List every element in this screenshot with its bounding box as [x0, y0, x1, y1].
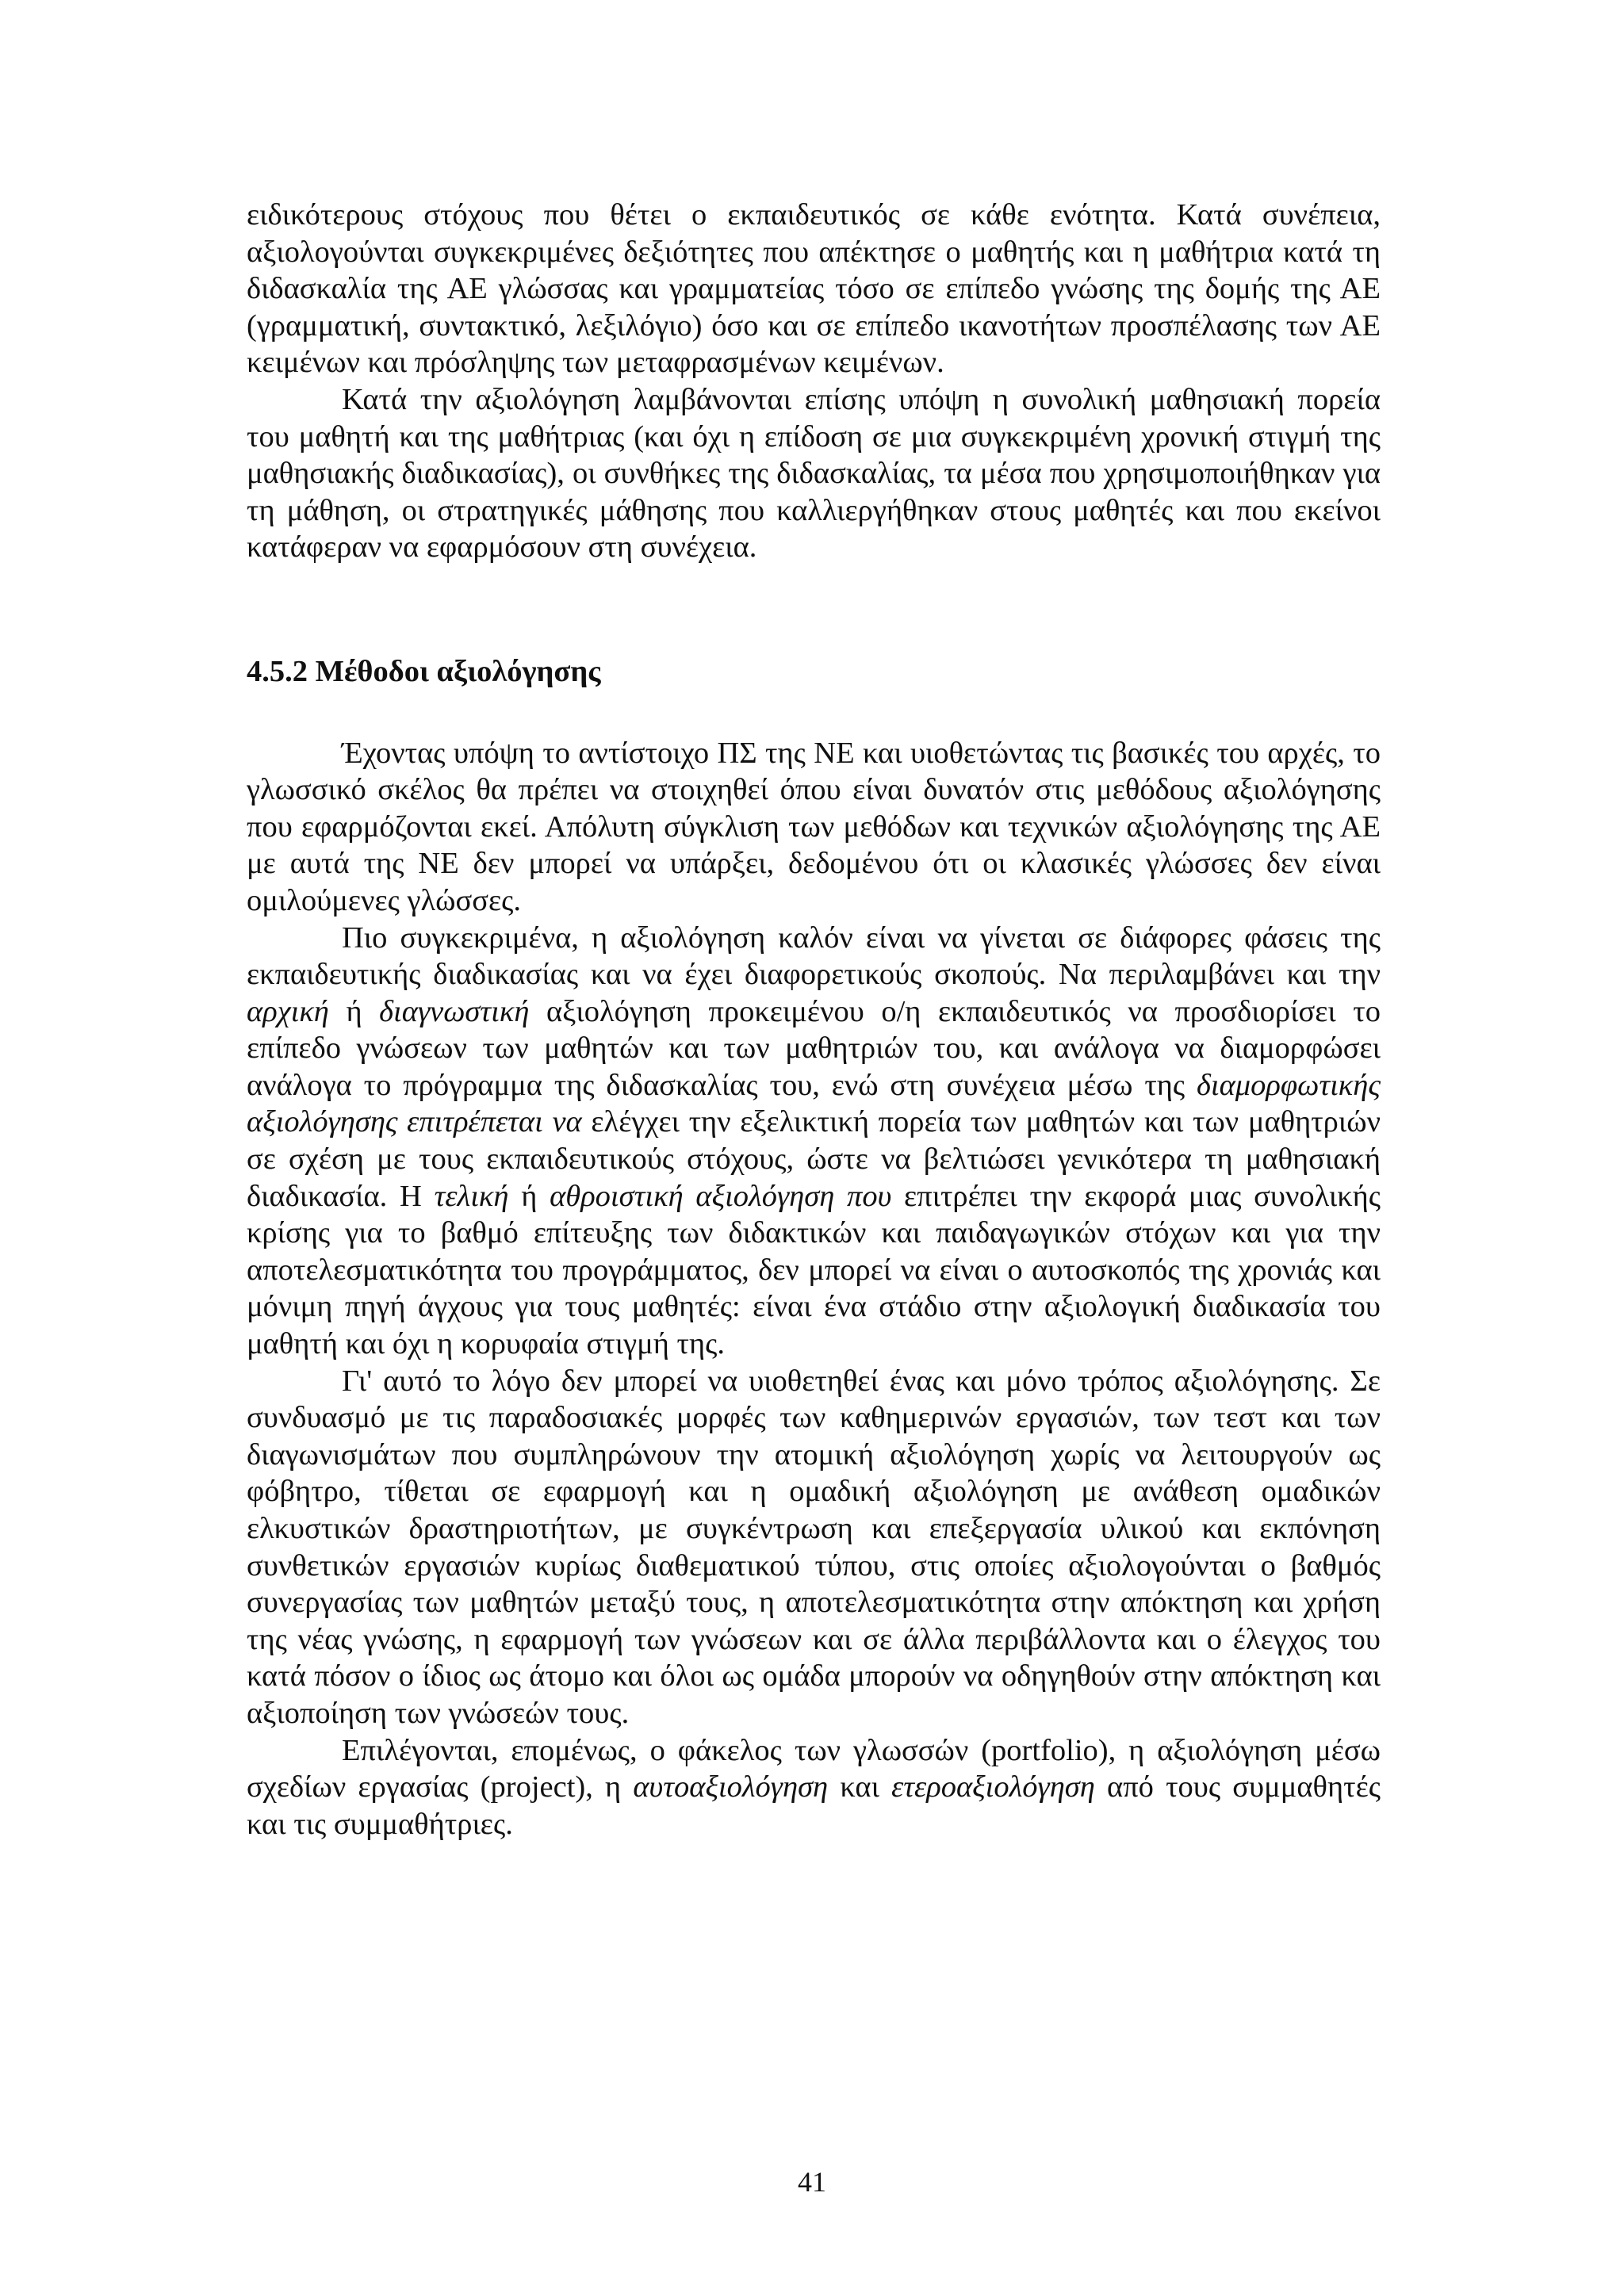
paragraph-p5	[247, 1363, 1381, 1732]
text-run: ελέγχει την εξελικτική πορεία των μαθητών και των μαθητριών σε σχέση με τους εκπαιδευτικούς στόχους, ώστε να βελτιώσει γενικότερα τη μαθησιακή διαδικασία. Η	[247, 1105, 1381, 1213]
italic-term: διαμορφωτικής αξιολόγησης επιτρέπεται να	[247, 1068, 1381, 1139]
text-run: από τους συμμαθητές και τις συμμαθήτριες.	[247, 1770, 1381, 1841]
text-run: και	[828, 1770, 892, 1804]
text-run: ή	[328, 994, 380, 1028]
text-run: Πιο συγκεκριμένα, η αξιολόγηση καλόν είναι να γίνεται σε διάφορες φάσεις της εκπαιδευτικής διαδικασίας και να έχει διαφορετικούς σκοπούς. Να περιλαμβάνει και την	[247, 920, 1381, 992]
text-run: ειδικότερους στόχους που θέτει ο εκπαιδευτικός σε κάθε ενότητα. Κατά συνέπεια, αξιολογούνται συγκεκριμένες δεξιότητες που απέκτησε ο μαθητής και η μαθήτρια κατά τη διδασκαλία της ΑΕ γλώσσας και γραμματείας τόσο σε επίπεδο γνώσης της δομής της ΑΕ (γραμματική, συντακτικό, λεξιλόγιο) όσο και σε επίπεδο ικανοτήτων προσπέλασης των ΑΕ κειμένων και πρόσληψης των μεταφρασμένων κειμένων.	[247, 198, 1381, 380]
document-page	[247, 197, 1381, 1843]
paragraph-p6	[247, 1732, 1381, 1843]
section-heading: 4.5.2 Μέθοδοι αξιολόγησης	[247, 654, 601, 688]
paragraph-p3	[247, 735, 1381, 920]
text-run: επιτρέπει την εκφορά μιας συνολικής κρίσης για το βαθμό επίτευξης των διδακτικών και παιδαγωγικών στόχων και για την αποτελεσματικότητα του προγράμματος, δεν μπορεί να είναι ο αυτοσκοπός της χρονιάς και μόνιμη πηγή άγχους για τους μαθητές: είναι ένα στάδιο στην αξιολογική διαδικασία του μαθητή και όχι η κορυφαία στιγμή της.	[247, 1179, 1381, 1361]
section-body	[247, 735, 1381, 1843]
text-run: Κατά την αξιολόγηση λαμβάνονται επίσης υπόψη η συνολική μαθησιακή πορεία του μαθητή και της μαθήτριας (και όχι η επίδοση σε μια συγκεκριμένη χρονική στιγμή της μαθησιακής διαδικασίας), οι συνθήκες της διδασκαλίας, τα μέσα που χρησιμοποιήθηκαν για τη μάθηση, οι στρατηγικές μάθησης που καλλιεργήθηκαν στους μαθητές και που εκείνοι κατάφεραν να εφαρμόσουν στη συνέχεια.	[247, 382, 1381, 564]
text-run: Έχοντας υπόψη το αντίστοιχο ΠΣ της ΝΕ και υιοθετώντας τις βασικές του αρχές, το γλωσσικό σκέλος θα πρέπει να στοιχηθεί όπου είναι δυνατόν στις μεθόδους αξιολόγησης που εφαρμόζονται εκεί. Απόλυτη σύγκλιση των μεθόδων και τεχνικών αξιολόγησης της ΑΕ με αυτά της ΝΕ δεν μπορεί να υπάρξει, δεδομένου ότι οι κλασικές γλώσσες δεν είναι ομιλούμενες γλώσσες.	[247, 736, 1381, 917]
italic-term: τελική	[434, 1179, 509, 1213]
paragraph-p1	[247, 197, 1381, 381]
text-run: ή	[508, 1179, 550, 1213]
italic-term: αθροιστική αξιολόγηση που	[550, 1179, 892, 1213]
page-number: 41	[798, 2166, 826, 2198]
italic-term: αυτοαξιολόγηση	[633, 1770, 829, 1804]
italic-term: αρχική	[247, 994, 329, 1028]
paragraph-p4	[247, 920, 1381, 1363]
italic-term: ετεροαξιολόγηση	[891, 1770, 1095, 1804]
paragraph-p2	[247, 381, 1381, 566]
text-run: αξιολόγηση προκειμένου ο/η εκπαιδευτικός να προσδιορίσει το επίπεδο γνώσεων των μαθητών και των μαθητριών του, και ανάλογα να διαμορφώσει ανάλογα το πρόγραμμα της διδασκαλίας του, ενώ στη συνέχεια μέσω της	[247, 994, 1381, 1102]
text-run: Γι' αυτό το λόγο δεν μπορεί να υιοθετηθεί ένας και μόνο τρόπος αξιολόγησης. Σε συνδυασμό με τις παραδοσιακές μορφές των καθημερινών εργασιών, των τεστ και των διαγωνισμάτων που συμπληρώνουν την ατομική αξιολόγηση χωρίς να λειτουργούν ως φόβητρο, τίθεται σε εφαρμογή και η ομαδική αξιολόγηση με ανάθεση ομαδικών ελκυστικών δραστηριοτήτων, με συγκέντρωση και επεξεργασία υλικού και εκπόνηση συνθετικών εργασιών κυρίως διαθεματικού τύπου, στις οποίες αξιολογούνται ο βαθμός συνεργασίας των μαθητών μεταξύ τους, η αποτελεσματικότητα στην απόκτηση και χρήση της νέας γνώσης, η εφαρμογή των γνώσεων και σε άλλα περιβάλλοντα και ο έλεγχος του κατά πόσον ο ίδιος ως άτομο και όλοι ως ομάδα μπορούν να οδηγηθούν στην απόκτηση και αξιοποίηση των γνώσεών τους.	[247, 1364, 1381, 1730]
text-run: Επιλέγονται, επομένως, ο φάκελος των γλωσσών (portfolio), η αξιολόγηση μέσω σχεδίων εργασίας (project), η	[247, 1733, 1381, 1804]
italic-term: διαγνωστική	[379, 994, 530, 1028]
intro-paragraphs	[247, 197, 1381, 566]
